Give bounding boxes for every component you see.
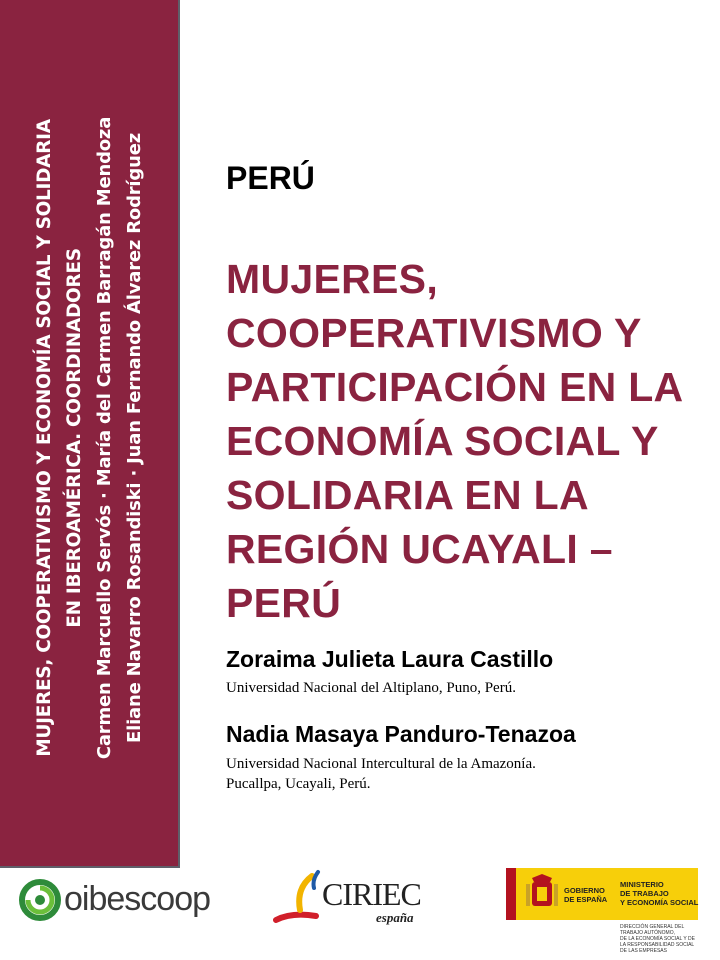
chapter-title: MUJERES, COOPERATIVISMO Y PARTICIPACIÓN EN LA ECONOMÍA SOCIAL Y SOLIDARIA EN LA REGIÓN UCAYALI – PERÚ	[226, 256, 682, 626]
direccion-general-text: DIRECCIÓN GENERAL DEL TRABAJO AUTÓNOMO, DE LA ECONOMÍA SOCIAL Y DE LA RESPONSABILIDAD SOCIAL DE LAS EMPRESAS	[620, 924, 695, 954]
oibescoop-wordmark: oibescoop	[64, 880, 211, 918]
ciriec-wordmark: CIRIEC	[322, 876, 421, 912]
oibescoop-spiral-icon	[18, 878, 62, 922]
ciriec-swoosh-icon	[272, 866, 328, 928]
ministerio-text: MINISTERIO DE TRABAJO Y ECONOMÍA SOCIAL	[620, 880, 699, 907]
affiliation-line: Universidad Nacional Intercultural de la Amazonía.	[226, 756, 536, 772]
spine-coordinators-line-2: Eliane Navarro Rosandiski · Juan Fernando Álvarez Rodríguez	[124, 133, 145, 743]
spine-text	[30, 58, 150, 818]
spine-title-line-1: MUJERES, COOPERATIVISMO Y ECONOMÍA SOCIAL Y SOLIDARIA	[34, 119, 55, 757]
coat-of-arms-icon	[524, 872, 560, 916]
gobierno-text: GOBIERNO DE ESPAÑA	[564, 886, 608, 904]
spine-coordinators-line-1: Carmen Marcuello Servós · María del Carmen Barragán Mendoza	[94, 116, 115, 760]
cover-spine	[0, 0, 180, 868]
author-affiliation: Universidad Nacional del Altiplano, Puno, Perú.	[226, 680, 516, 696]
affiliation-line: Pucallpa, Ucayali, Perú.	[226, 776, 371, 792]
ciriec-logo	[272, 866, 462, 928]
author-affiliation	[226, 754, 536, 794]
oibescoop-logo	[18, 876, 238, 922]
spine-title-line-2: EN IBEROAMÉRICA. COORDINADORES	[64, 248, 85, 628]
country-heading: PERÚ	[226, 160, 315, 196]
author-name: Zoraima Julieta Laura Castillo	[226, 646, 554, 672]
ciriec-subtitle: españa	[376, 910, 414, 925]
author-name: Nadia Masaya Panduro-Tenazoa	[226, 721, 576, 747]
gobierno-espana-logo	[506, 868, 706, 960]
flag-stripe	[506, 868, 516, 920]
